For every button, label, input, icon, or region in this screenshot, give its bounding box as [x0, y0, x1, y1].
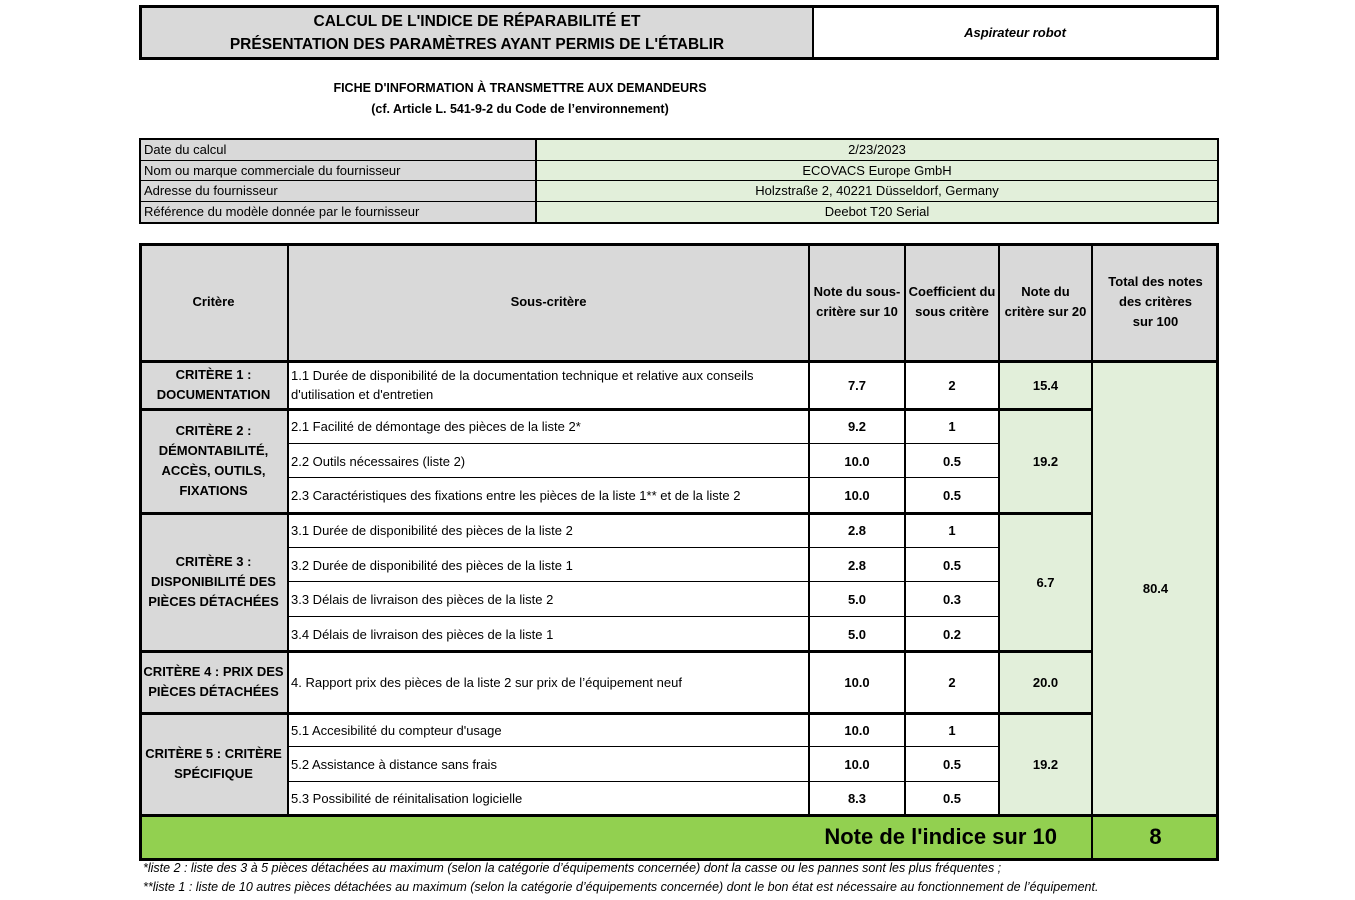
sub-criterion-note: 2.8 [847, 557, 867, 573]
grid-line [288, 616, 999, 617]
sub-criterion-note: 7.7 [847, 377, 867, 393]
header-sous-critere: Sous-critère [510, 294, 587, 309]
criterion-4-score: 20.0 [1032, 674, 1059, 690]
sub-criterion-coef: 0.5 [942, 557, 962, 573]
criterion-text: DOCUMENTATION [156, 387, 271, 402]
grid-line [139, 814, 1219, 817]
sub-criterion-label: 5.3 Possibilité de réinitalisation logicielle [291, 791, 523, 806]
sub-criterion-coef: 0.5 [942, 453, 962, 469]
grid-line [288, 581, 999, 582]
criterion-text: FIXATIONS [179, 483, 248, 498]
title-line-1: CALCUL DE L'INDICE DE RÉPARABILITÉ ET [313, 12, 641, 30]
info-row-date [141, 140, 1217, 161]
sub-criterion-note: 5.0 [847, 626, 867, 642]
criterion-2-score: 19.2 [1032, 453, 1059, 469]
sub-criterion-note: 10.0 [844, 674, 870, 690]
criterion-text: CRITÈRE 1 : [175, 367, 252, 382]
criterion-text: SPÉCIFIQUE [174, 766, 253, 781]
sub-criterion-coef: 1 [948, 722, 956, 738]
header-text: Note du [1021, 284, 1070, 299]
sub-criterion-note: 8.3 [847, 791, 867, 806]
grid-line [139, 512, 1092, 515]
grid-line [288, 781, 999, 782]
info-value: Deebot T20 Serial [537, 202, 1217, 223]
criterion-1-score: 15.4 [1032, 377, 1059, 393]
document-title [142, 8, 814, 57]
criterion-text: CRITÈRE 5 : CRITÈRE [145, 746, 282, 761]
grid-line [139, 360, 1219, 363]
info-label: Nom ou marque commerciale du fournisseur [141, 161, 537, 181]
header-total [1092, 243, 1219, 361]
header-text: sous critère [915, 304, 989, 319]
sub-criterion-label: 2.1 Facilité de démontage des pièces de la liste 2* [291, 419, 581, 434]
grid-line [139, 243, 1219, 246]
sub-criterion-label: 1.1 Durée de disponibilité de la documentation technique et relative aux conseils d'utilisation et d'entretien [291, 368, 754, 402]
info-value: ECOVACS Europe GmbH [537, 161, 1217, 181]
criterion-4-name [139, 651, 288, 713]
info-row-model [141, 202, 1217, 223]
header-critere: Critère [192, 294, 235, 309]
sub-criterion-label: 5.2 Assistance à distance sans frais [291, 757, 497, 772]
header-text: Coefficient du [908, 284, 996, 299]
grid-line [288, 746, 999, 747]
sub-criterion-coef: 0.3 [942, 592, 962, 607]
grid-line [998, 243, 1000, 815]
sub-criterion-note: 10.0 [844, 453, 870, 469]
sub-criterion-note: 10.0 [844, 722, 870, 738]
total-score: 80.4 [1142, 580, 1169, 596]
sub-criterion-note: 9.2 [847, 419, 867, 434]
criterion-text: CRITÈRE 2 : [175, 423, 252, 438]
header-text: critère sur 10 [816, 304, 898, 319]
sub-criterion-label: 4. Rapport prix des pièces de la liste 2 sur prix de l’équipement neuf [291, 674, 682, 690]
title-line-2: PRÉSENTATION DES PARAMÈTRES AYANT PERMIS DE L'ÉTABLIR [229, 35, 725, 53]
grid-line [288, 547, 999, 548]
index-value: 8 [1149, 824, 1162, 849]
criterion-5-name [139, 713, 288, 815]
sub-criterion-label: 3.1 Durée de disponibilité des pièces de la liste 2 [291, 523, 573, 538]
header-text: critère sur 20 [1004, 304, 1087, 319]
header-text: Total des notes [1108, 274, 1203, 289]
sub-criterion-coef: 0.5 [942, 791, 962, 806]
supplier-info-table [139, 138, 1219, 224]
sub-criterion-label: 2.2 Outils nécessaires (liste 2) [291, 453, 466, 469]
grid-line [808, 243, 810, 815]
grid-line [288, 477, 999, 478]
sub-criterion-coef: 2 [948, 674, 956, 690]
grid-line [139, 408, 1092, 411]
criterion-3-name [139, 513, 288, 651]
info-label: Date du calcul [141, 140, 537, 160]
criterion-text: DISPONIBILITÉ DES [151, 574, 276, 589]
grid-line [287, 243, 289, 815]
criterion-text: DÉMONTABILITÉ, [158, 443, 269, 458]
sub-criterion-label: 3.3 Délais de livraison des pièces de la liste 2 [291, 592, 554, 607]
sub-criterion-coef: 0.5 [942, 757, 962, 772]
grid-line [139, 712, 1092, 715]
grid-line [139, 650, 1092, 653]
criterion-text: PIÈCES DÉTACHÉES [148, 684, 279, 699]
info-label: Référence du modèle donnée par le fournisseur [141, 202, 537, 223]
sub-criterion-note: 10.0 [844, 488, 870, 503]
index-label: Note de l'indice sur 10 [824, 824, 1057, 849]
grid-line [288, 443, 999, 444]
sub-criterion-coef: 0.2 [942, 626, 962, 642]
sub-criterion-label: 3.4 Délais de livraison des pièces de la liste 1 [291, 626, 554, 642]
header-text: sur 100 [1132, 314, 1179, 329]
header-coefficient [905, 243, 999, 361]
info-label: Adresse du fournisseur [141, 181, 537, 201]
grid-line [904, 243, 906, 815]
grid-line [139, 243, 142, 861]
footnote-liste-2: *liste 2 : liste des 3 à 5 pièces détachées au maximum (selon la catégorie d’équipements concernée) dont la casse ou les pannes sont les plus fréquentes ; [143, 861, 1002, 875]
sub-criterion-note: 2.8 [847, 523, 867, 538]
fiche-reference: (cf. Article L. 541-9-2 du Code de l’environnement) [371, 102, 669, 116]
sub-criterion-label: 2.3 Caractéristiques des fixations entre les pièces de la liste 1** et de la liste 2 [291, 488, 741, 503]
document-header [139, 5, 1219, 60]
criterion-3-score: 6.7 [1036, 574, 1055, 590]
info-row-address [141, 181, 1217, 202]
criterion-text: ACCÈS, OUTILS, [161, 463, 266, 478]
criterion-text: CRITÈRE 3 : [175, 554, 252, 569]
header-note-critere [999, 243, 1092, 361]
criterion-5-score: 19.2 [1032, 756, 1059, 772]
info-value: Holzstraße 2, 40221 Düsseldorf, Germany [537, 181, 1217, 201]
info-value: 2/23/2023 [537, 140, 1217, 160]
sub-criterion-coef: 1 [948, 523, 956, 538]
header-text: des critères [1119, 294, 1192, 309]
criterion-text: CRITÈRE 4 : PRIX DES [143, 664, 284, 679]
sub-criterion-label: 5.1 Accesibilité du compteur d'usage [291, 722, 502, 738]
sub-criterion-label: 3.2 Durée de disponibilité des pièces de la liste 1 [291, 557, 573, 573]
sub-criterion-note: 10.0 [844, 757, 870, 772]
grid-line [1091, 243, 1093, 861]
info-row-brand [141, 161, 1217, 182]
grid-line [1216, 243, 1219, 861]
product-category: Aspirateur robot [964, 25, 1066, 40]
criterion-1-name [139, 361, 288, 409]
sub-criterion-coef: 0.5 [942, 488, 962, 503]
sub-criterion-note: 5.0 [847, 592, 867, 607]
header-text: Note du sous- [813, 284, 901, 299]
criterion-2-name [139, 409, 288, 513]
footnote-liste-1: **liste 1 : liste de 10 autres pièces détachées au maximum (selon la catégorie d’équipements concernée) dont le bon état est nécessaire au fonctionnement de l’équipement. [143, 880, 1099, 894]
header-note-sous-critere [809, 243, 905, 361]
fiche-title: FICHE D'INFORMATION À TRANSMETTRE AUX DEMANDEURS [333, 81, 707, 95]
sub-criterion-coef: 2 [948, 377, 956, 393]
sub-criterion-coef: 1 [948, 419, 956, 434]
criterion-text: PIÈCES DÉTACHÉES [148, 594, 279, 609]
